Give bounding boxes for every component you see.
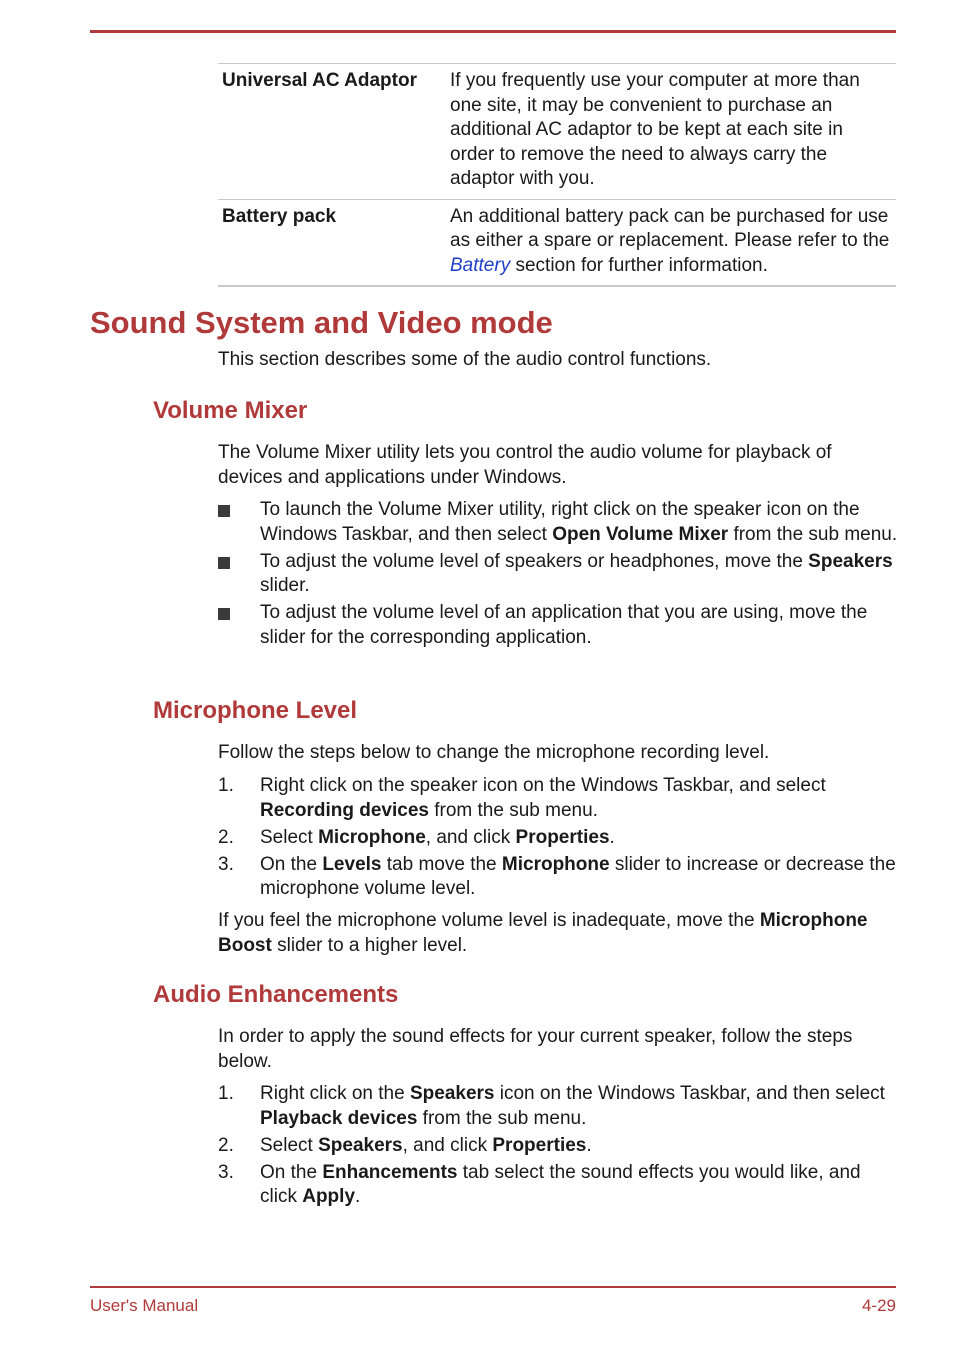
list-item: To adjust the volume level of an application that you are using, move the slider for the corresponding application.	[218, 601, 898, 650]
step-number: 2.	[218, 1134, 234, 1156]
volume-mixer-list	[218, 498, 898, 653]
list-item: 2. Select Microphone, and click Properties.	[218, 826, 898, 851]
list-item: 1. Right click on the Speakers icon on the Windows Taskbar, and then select Playback devices from the sub menu.	[218, 1083, 885, 1129]
table-row	[218, 64, 896, 200]
step-number: 1.	[218, 1083, 234, 1104]
step-number: 2.	[218, 826, 234, 848]
volume-mixer-heading: Volume Mixer	[153, 397, 308, 424]
list-item: 3. On the Enhancements tab select the sound effects you would like, and click Apply.	[218, 1161, 861, 1207]
microphone-level-heading: Microphone Level	[153, 697, 358, 724]
footer-manual-title: User's Manual	[90, 1296, 199, 1315]
audio-enhancements-heading: Audio Enhancements	[153, 981, 399, 1008]
list-item: 1. Right click on the speaker icon on the Windows Taskbar, and select Recording devices from the sub menu.	[218, 775, 826, 821]
step-number: 3.	[218, 853, 234, 875]
bullet-icon	[218, 557, 230, 569]
list-item: 2. Select Speakers, and click Properties.	[218, 1134, 898, 1159]
accessory-name: Universal AC Adaptor	[222, 70, 417, 91]
list-item: To launch the Volume Mixer utility, right click on the speaker icon on the Windows Taskbar, and then select Open Volume Mixer from the sub menu.	[218, 498, 898, 547]
footer-rule	[90, 1286, 896, 1288]
section-intro: This section describes some of the audio control functions.	[218, 349, 712, 370]
table-row	[218, 199, 896, 286]
audio-enhancements-steps	[218, 1082, 898, 1212]
list-item: To adjust the volume level of speakers or headphones, move the Speakers slider.	[218, 550, 898, 599]
step-number: 1.	[218, 775, 234, 796]
bullet-icon	[218, 505, 230, 517]
audio-enhancements-intro: In order to apply the sound effects for your current speaker, follow the steps below.	[218, 1026, 853, 1072]
microphone-steps	[218, 774, 898, 904]
list-item: 3. On the Levels tab move the Microphone slider to increase or decrease the microphone volume level.	[218, 853, 896, 899]
header-rule	[90, 30, 896, 33]
volume-mixer-intro: The Volume Mixer utility lets you control the audio volume for playback of devices and applications under Windows.	[218, 442, 832, 488]
accessories-table	[218, 63, 896, 287]
step-number: 3.	[218, 1161, 234, 1183]
battery-link[interactable]: Battery	[450, 254, 511, 276]
microphone-level-intro: Follow the steps below to change the microphone recording level.	[218, 742, 770, 763]
page-number: 4-29	[861, 1296, 896, 1315]
microphone-boost-note: If you feel the microphone volume level is inadequate, move the Microphone Boost slider to a higher level.	[218, 910, 868, 956]
section-title: Sound System and Video mode	[90, 305, 553, 340]
accessory-name: Battery pack	[222, 205, 337, 227]
accessory-description: If you frequently use your computer at more than one site, it may be convenient to purchase an additional AC adaptor to be kept at each site in order to remove the need to always carry the adaptor with you.	[450, 70, 860, 189]
bullet-icon	[218, 608, 230, 620]
accessory-description: An additional battery pack can be purchased for use as either a spare or replacement. Please refer to the Battery section for further information.	[450, 205, 890, 276]
